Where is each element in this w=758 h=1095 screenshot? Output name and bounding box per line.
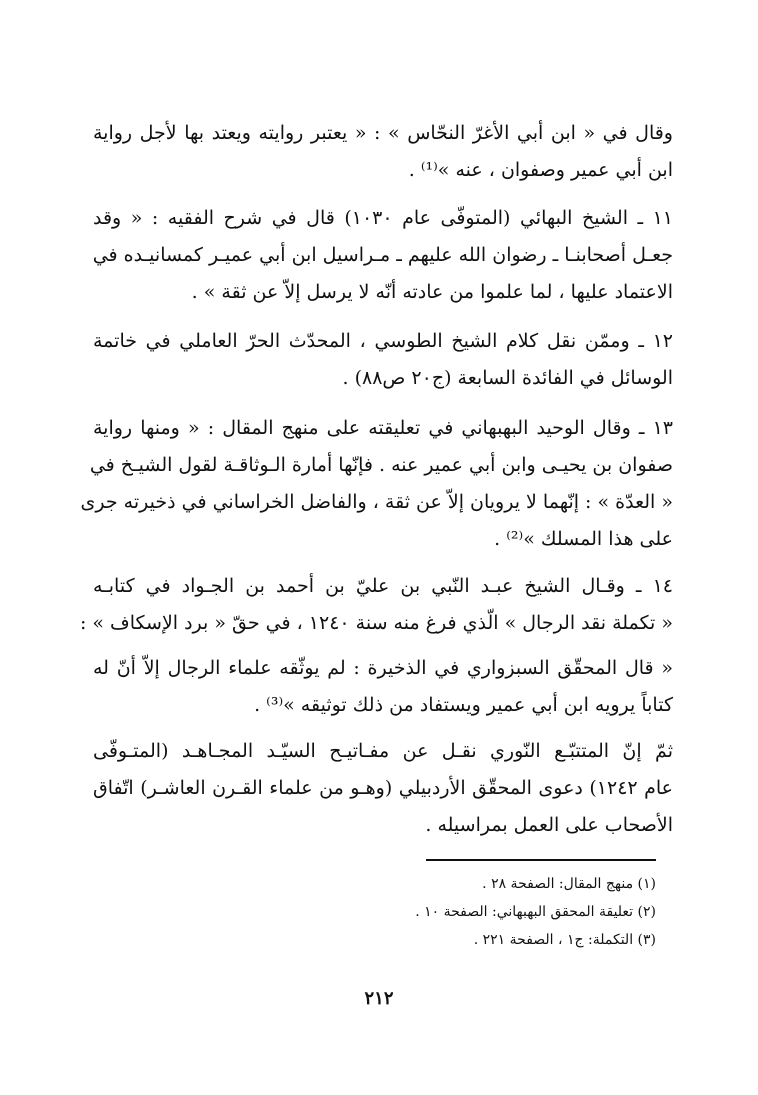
text-line: ١٣ ـ وقال الوحيد البهبهاني في تعليقته على منهج المقال : « ومنها رواية bbox=[93, 417, 673, 439]
text-line: ١١ ـ الشيخ البهائي (المتوفّى عام ١٠٣٠) قال في شرح الفقيه : « وقد bbox=[93, 207, 673, 229]
text-line: على هذا المسلك »⁽²⁾ . bbox=[494, 528, 673, 550]
paragraph-14-abd-al-nabi bbox=[79, 568, 673, 642]
quote-sabzawari bbox=[93, 650, 673, 724]
text-line: جعـل أصحابنـا ـ رضوان الله عليهم ـ مـراسيل ابن أبي عميـر كمسانيـده في bbox=[92, 244, 673, 266]
text-line: الاعتماد عليها ، لما علموا من عادته أنّه لا يرسل إلاّ عن ثقة » . bbox=[191, 281, 673, 303]
text-line: الوسائل في الفائدة السابعة (ج٢٠ ص٨٨) . bbox=[342, 367, 673, 389]
paragraph-nuri bbox=[93, 733, 673, 844]
footnote-item: (١) منهج المقال: الصفحة ٢٨ . bbox=[482, 876, 656, 892]
text-line: عام ١٢٤٢) دعوى المحقّق الأردبيلي (وهـو من علماء القـرن العاشـر) اتّفاق bbox=[93, 777, 673, 799]
paragraph-12-hurr-amili bbox=[93, 323, 673, 397]
text-line: الأصحاب على العمل بمراسيله . bbox=[425, 814, 673, 836]
paragraph-ibn-abi-al-agharr bbox=[93, 115, 673, 189]
text-line: وقال في « ابن أبي الأغرّ النحّاس » : « يعتبر روايته ويعتد بها لأجل رواية bbox=[93, 122, 673, 144]
text-line: « العدّة » : إنّهما لا يرويان إلاّ عن ثقة ، والفاضل الخراساني في ذخيرته جرى bbox=[80, 491, 673, 513]
paragraph-11-sheikh-bahai bbox=[93, 200, 673, 311]
page-number: ٢١٢ bbox=[364, 988, 394, 1009]
text-line: كتاباً يرويه ابن أبي عمير ويستفاد من ذلك توثيقه »⁽³⁾ . bbox=[254, 694, 673, 716]
text-line: ١٢ ـ وممّن نقل كلام الشيخ الطوسي ، المحدّث الحرّ العاملي في خاتمة bbox=[93, 330, 673, 352]
footnotes bbox=[256, 870, 656, 954]
text-line: ١٤ ـ وقـال الشيخ عبـد النّبي بن عليّ بن أحمد بن الجـواد في كتابـه bbox=[93, 575, 673, 597]
footnote-divider bbox=[426, 859, 656, 861]
footnote-item: (٢) تعليقة المحقق البهبهاني: الصفحة ١٠ . bbox=[415, 904, 656, 920]
footnote-item: (٣) التكملة: ج١ ، الصفحة ٢٢١ . bbox=[473, 932, 656, 948]
text-line: صفوان بن يحيـى وابن أبي عمير عنه . فإنّها أمارة الـوثاقـة لقول الشيـخ في bbox=[89, 454, 673, 476]
text-line: ثمّ إنّ المتتبّـع النّوري نقـل عن مفـاتيـح السيّـد المجـاهـد (المتـوفّى bbox=[93, 740, 673, 762]
text-line: « تكملة نقد الرجال » الّذي فرغ منه سنة ١٢٤٠ ، في حقّ « برد الإسكاف » : bbox=[79, 612, 673, 634]
text-line: « قال المحقّق السبزواري في الذخيرة : لم يوثّقه علماء الرجال إلاّ أنّ له bbox=[93, 657, 673, 679]
paragraph-13-wahid-behbahani bbox=[80, 410, 673, 558]
text-line: ابن أبي عمير وصفوان ، عنه »⁽¹⁾ . bbox=[408, 159, 673, 181]
